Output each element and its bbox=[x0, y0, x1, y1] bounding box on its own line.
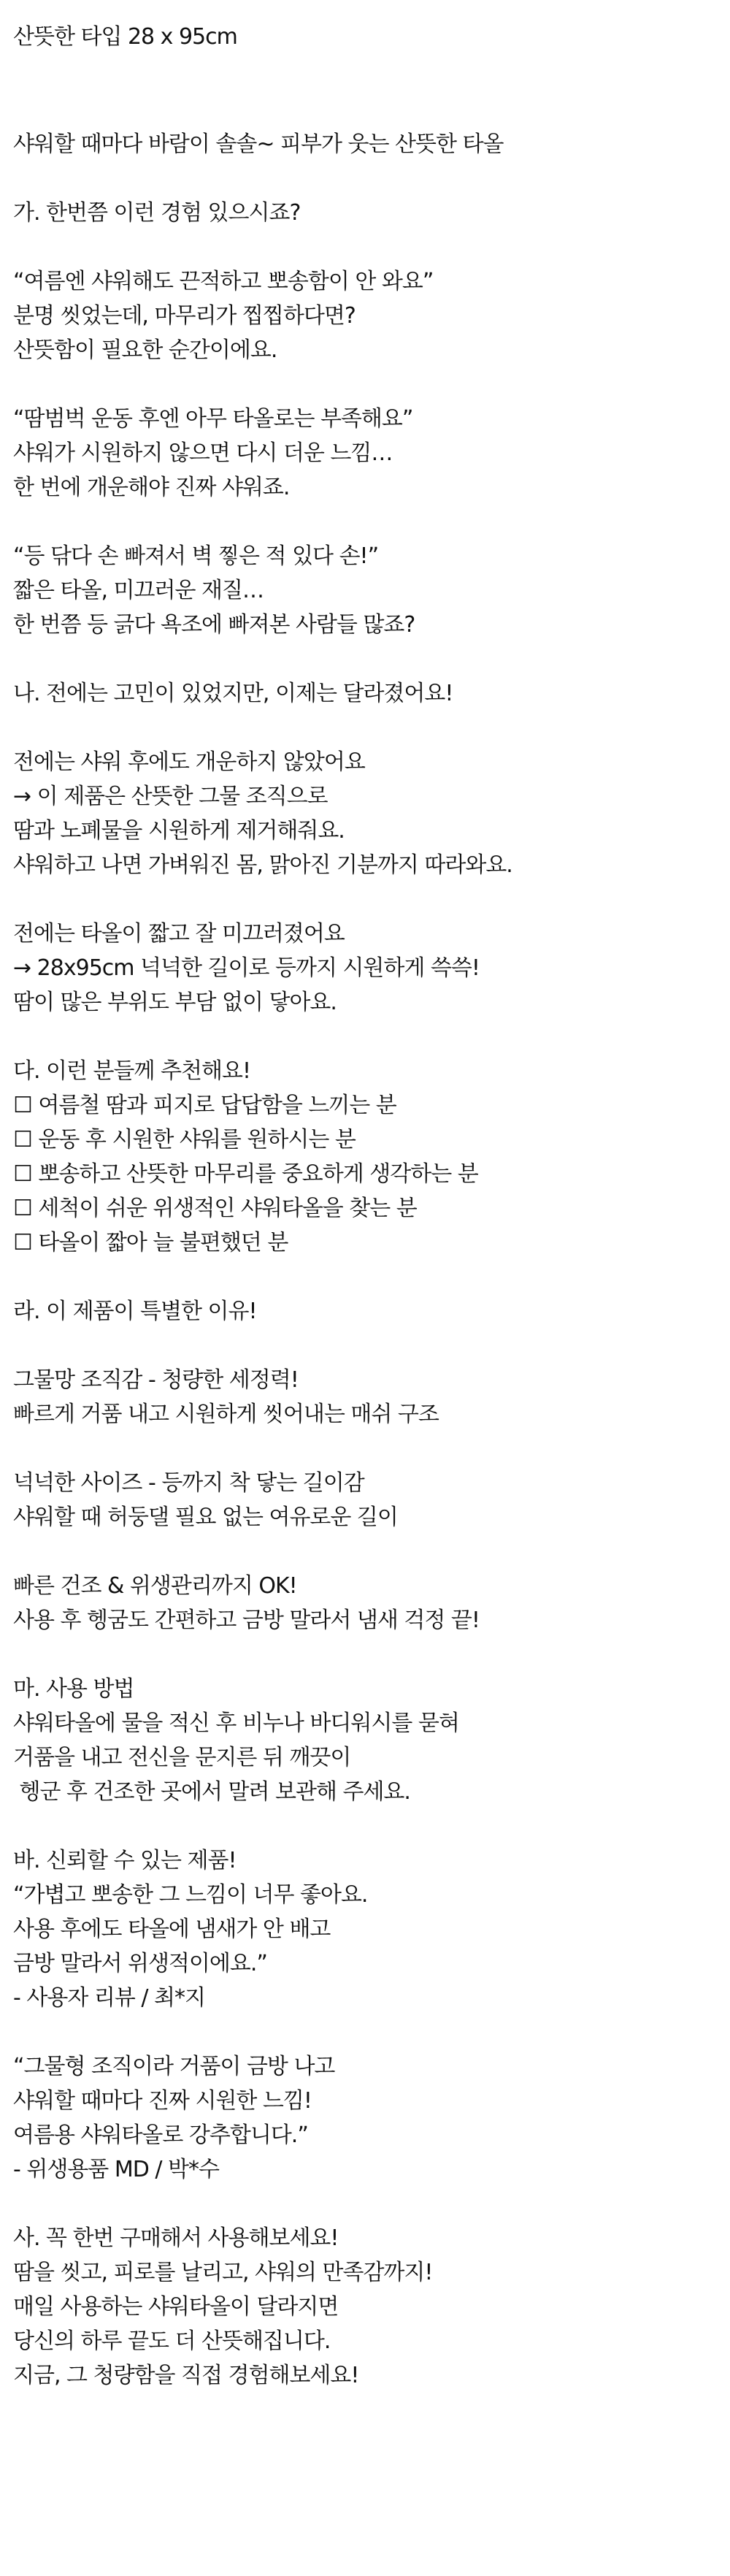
text-line: “가볍고 뽀송한 그 느낌이 너무 좋아요. bbox=[13, 1882, 368, 1908]
text-line: - 위생용품 MD / 박*수 bbox=[13, 2157, 219, 2182]
text-line: ☐ 세척이 쉬운 위생적인 샤워타올을 찾는 분 bbox=[13, 1196, 417, 1221]
text-line: “그물형 조직이라 거품이 금방 나고 bbox=[13, 2054, 335, 2079]
description-body bbox=[13, 127, 714, 2393]
text-line: 나. 전에는 고민이 있었지만, 이제는 달라졌어요! bbox=[13, 681, 453, 706]
text-line: 거품을 내고 전신을 문지른 뒤 깨끗이 bbox=[13, 1745, 351, 1770]
text-line: 땀을 씻고, 피로를 날리고, 샤워의 만족감까지! bbox=[13, 2260, 433, 2285]
text-line: ☐ 뽀송하고 산뜻한 마무리를 중요하게 생각하는 분 bbox=[13, 1161, 478, 1187]
blank-line bbox=[13, 1432, 714, 1466]
text-line: 샤워가 시원하지 않으면 다시 더운 느낌… bbox=[13, 440, 393, 466]
blank-line bbox=[13, 2015, 714, 2049]
blank-line bbox=[13, 1637, 714, 1672]
text-line: 샤워할 때마다 바람이 솔솔~ 피부가 웃는 산뜻한 타올 bbox=[13, 131, 504, 157]
text-line: ☐ 여름철 땀과 피지로 답답함을 느끼는 분 bbox=[13, 1093, 396, 1118]
text-line: 전에는 타올이 짧고 잘 미끄러졌어요 bbox=[13, 921, 345, 947]
text-line: 바. 신뢰할 수 있는 제품! bbox=[13, 1848, 237, 1873]
text-line: 사. 꼭 한번 구매해서 사용해보세요! bbox=[13, 2225, 339, 2251]
text-line: 땀이 많은 부위도 부담 없이 닿아요. bbox=[13, 990, 337, 1015]
blank-line bbox=[13, 367, 714, 402]
page-title: 산뜻한 타입 28 x 95cm bbox=[13, 24, 237, 50]
text-line: 샤워할 때 허둥댈 필요 없는 여유로운 길이 bbox=[13, 1505, 398, 1530]
text-line: 넉넉한 사이즈 - 등까지 착 닿는 길이감 bbox=[13, 1470, 364, 1496]
blank-line bbox=[13, 1809, 714, 1843]
text-line: 빠른 건조 & 위생관리까지 OK! bbox=[13, 1573, 297, 1599]
text-line: 전에는 샤워 후에도 개운하지 않았어요 bbox=[13, 749, 365, 775]
product-description bbox=[13, 16, 714, 2393]
text-line: ☐ 운동 후 시원한 샤워를 원하시는 분 bbox=[13, 1127, 356, 1153]
text-line: 가. 한번쯤 이런 경험 있으시죠? bbox=[13, 200, 301, 226]
text-line: 샤워할 때마다 진짜 시원한 느낌! bbox=[13, 2088, 312, 2114]
text-line: 빠르게 거품 내고 시원하게 씻어내는 매쉬 구조 bbox=[13, 1402, 439, 1427]
text-line: 다. 이런 분들께 추천해요! bbox=[13, 1058, 250, 1084]
text-line: 헹군 후 건조한 곳에서 말려 보관해 주세요. bbox=[13, 1779, 410, 1805]
blank-line bbox=[13, 711, 714, 745]
text-line: 라. 이 제품이 특별한 이유! bbox=[13, 1299, 257, 1324]
text-line: 그물망 조직감 - 청량한 세정력! bbox=[13, 1367, 299, 1393]
blank-line bbox=[13, 1260, 714, 1294]
text-line: ☐ 타올이 짧아 늘 불편했던 분 bbox=[13, 1230, 288, 1255]
text-line: 지금, 그 청량함을 직접 경험해보세요! bbox=[13, 2363, 359, 2388]
blank-line bbox=[13, 161, 714, 196]
text-line: 짧은 타올, 미끄러운 재질… bbox=[13, 578, 264, 603]
blank-line bbox=[13, 1534, 714, 1569]
blank-line bbox=[13, 1329, 714, 1363]
text-line: 매일 사용하는 샤워타올이 달라지면 bbox=[13, 2294, 339, 2320]
text-line: 여름용 샤워타올로 강추합니다.” bbox=[13, 2122, 308, 2148]
text-line: 마. 사용 방법 bbox=[13, 1676, 134, 1702]
text-line: 샤워타올에 물을 적신 후 비누나 바디워시를 묻혀 bbox=[13, 1711, 459, 1736]
text-line: 사용 후 헹굼도 간편하고 금방 말라서 냄새 걱정 끝! bbox=[13, 1608, 480, 1633]
text-line: → 28x95cm 넉넉한 길이로 등까지 시원하게 쓱쓱! bbox=[13, 955, 480, 981]
blank-line bbox=[13, 1020, 714, 1054]
text-line: 땀과 노폐물을 시원하게 제거해줘요. bbox=[13, 818, 345, 844]
blank-line bbox=[13, 882, 714, 917]
text-line: “등 닦다 손 빠져서 벽 찧은 적 있다 손!” bbox=[13, 543, 379, 569]
text-line: 한 번에 개운해야 진짜 샤워죠. bbox=[13, 475, 290, 500]
blank-line bbox=[13, 2187, 714, 2221]
text-line: “땀범벅 운동 후엔 아무 타올로는 부족해요” bbox=[13, 406, 413, 432]
text-line: 산뜻함이 필요한 순간이에요. bbox=[13, 337, 277, 363]
text-line: 당신의 하루 끝도 더 산뜻해집니다. bbox=[13, 2328, 331, 2354]
blank-line bbox=[13, 505, 714, 539]
text-line: 한 번쯤 등 긁다 욕조에 빠져본 사람들 많죠? bbox=[13, 612, 415, 638]
blank-line bbox=[13, 230, 714, 264]
text-line: 샤워하고 나면 가벼워진 몸, 맑아진 기분까지 따라와요. bbox=[13, 852, 512, 878]
text-line: “여름엔 샤워해도 끈적하고 뽀송함이 안 와요” bbox=[13, 269, 434, 294]
text-line: 분명 씻었는데, 마무리가 찝찝하다면? bbox=[13, 303, 356, 329]
text-line: - 사용자 리뷰 / 최*지 bbox=[13, 1985, 205, 2011]
text-line: → 이 제품은 산뜻한 그물 조직으로 bbox=[13, 784, 328, 809]
text-line: 금방 말라서 위생적이에요.” bbox=[13, 1951, 267, 1976]
text-line: 사용 후에도 타올에 냄새가 안 배고 bbox=[13, 1916, 331, 1942]
blank-line bbox=[13, 642, 714, 676]
